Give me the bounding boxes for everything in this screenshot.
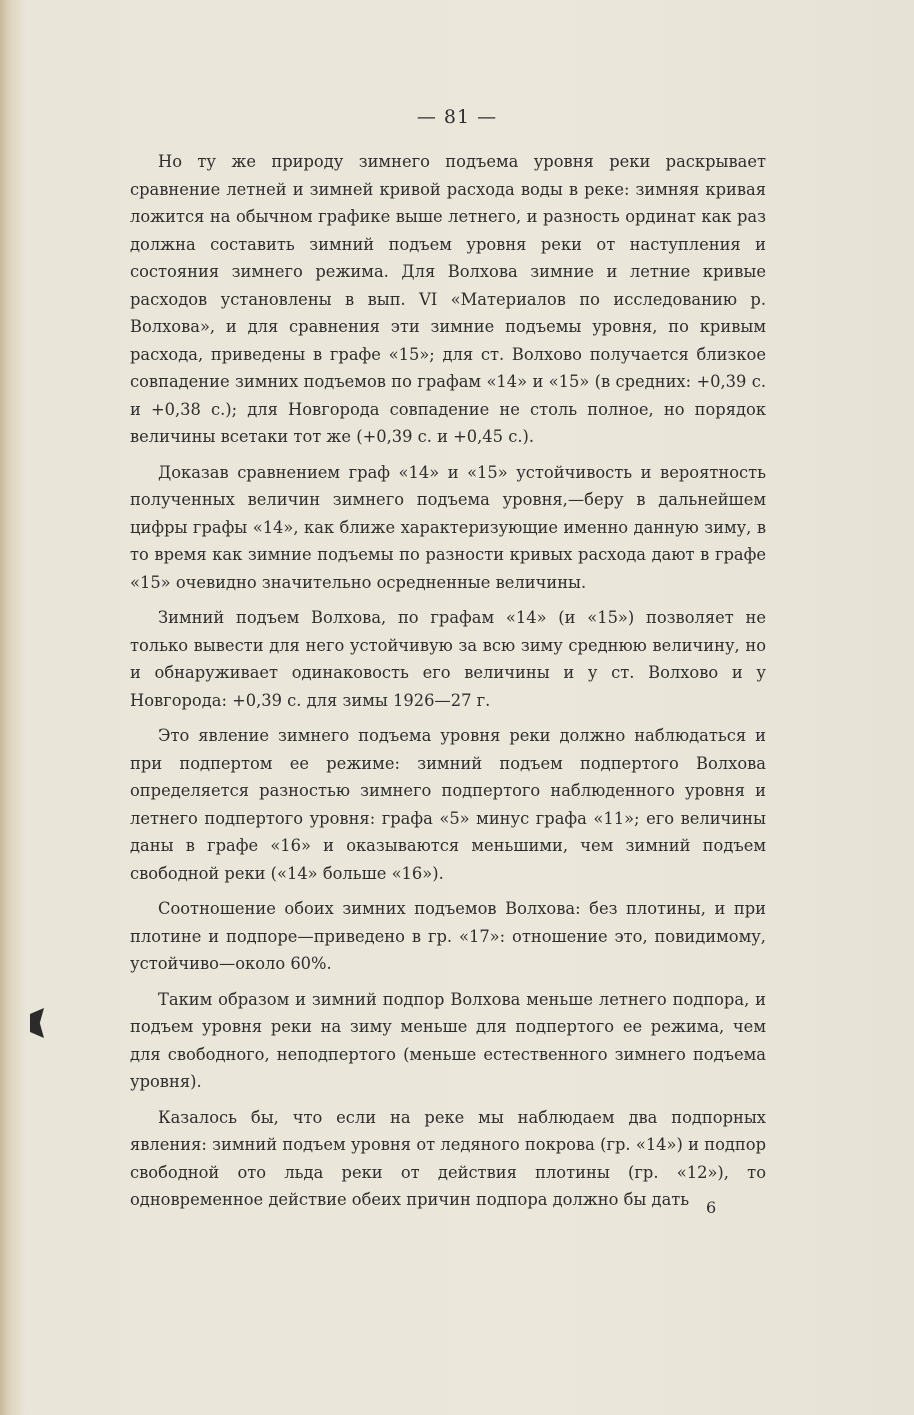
page-body bbox=[130, 148, 766, 1222]
paragraph-3: Зимний подъем Волхова, по графам «14» (и «15») позволяет не только вывести для него устойчивую за всю зиму среднюю величину, но и обнаруживает одинаковость его величины и у ст. Волхово и у Новгорода: +0,39 с. для зимы 1926—27 г. bbox=[130, 608, 766, 710]
paragraph-4: Это явление зимнего подъема уровня реки должно наблюдаться и при подпертом ее режиме: зимний подъем подпертого Волхова определяется разностью зимнего подпертого наблюденного уровня и летнего подпертого уровня: графа «5» минус графа «11»; его величины даны в графе «16» и оказываются меньшими, чем зимний подъем свободной реки («14» больше «16»). bbox=[130, 726, 766, 883]
paragraph-2: Доказав сравнением граф «14» и «15» устойчивость и вероятность полученных величин зимнего подъема уровня,—беру в дальнейшем цифры графы «14», как ближе характеризующие именно данную зиму, в то время как зимние подъемы по разности кривых расхода дают в графе «15» очевидно значительно осредненные величины. bbox=[130, 462, 766, 592]
paragraph-5: Соотношение обоих зимних подъемов Волхова: без плотины, и при плотине и подпоре—приведено в гр. «17»: отношение это, повидимому, устойчиво—около 60%. bbox=[130, 899, 766, 973]
signature-mark: 6 bbox=[706, 1198, 717, 1217]
paragraph-7: Казалось бы, что если на реке мы наблюдаем два подпорных явления: зимний подъем уровня от ледяного покрова (гр. «14») и подпор свободной ото льда реки от действия плотины (гр. «12»), то одновременное действие обеих причин подпора должно бы дать bbox=[130, 1107, 766, 1209]
paragraph-1: Но ту же природу зимнего подъема уровня реки раскрывает сравнение летней и зимней кривой расхода воды в реке: зимняя кривая ложится на обычном графике выше летнего, и разность ординат как раз должна составить зимний подъем уровня реки от наступления и состояния зимнего режима. Для Волхова зимние и летние кривые расходов установлены в вып. VI «Материалов по исследованию р. Волхова», и для сравнения эти зимние подъемы уровня, по кривым расхода, приведены в графе «15»; для ст. Волхово получается близкое совпадение зимних подъемов по графам «14» и «15» (в средних: +0,39 с. и +0,38 с.); для Новгорода совпадение не столь полное, но порядок величины всетаки тот же (+0,39 с. и +0,45 с.). bbox=[130, 152, 766, 446]
paragraph-6: Таким образом и зимний подпор Волхова меньше летнего подпора, и подъем уровня реки на зиму меньше для подпертого ее режима, чем для свободного, неподпертого (меньше естественного зимнего подъема уровня). bbox=[130, 989, 766, 1091]
binding-mark bbox=[30, 1008, 44, 1038]
page-number: — 81 — bbox=[416, 106, 498, 128]
